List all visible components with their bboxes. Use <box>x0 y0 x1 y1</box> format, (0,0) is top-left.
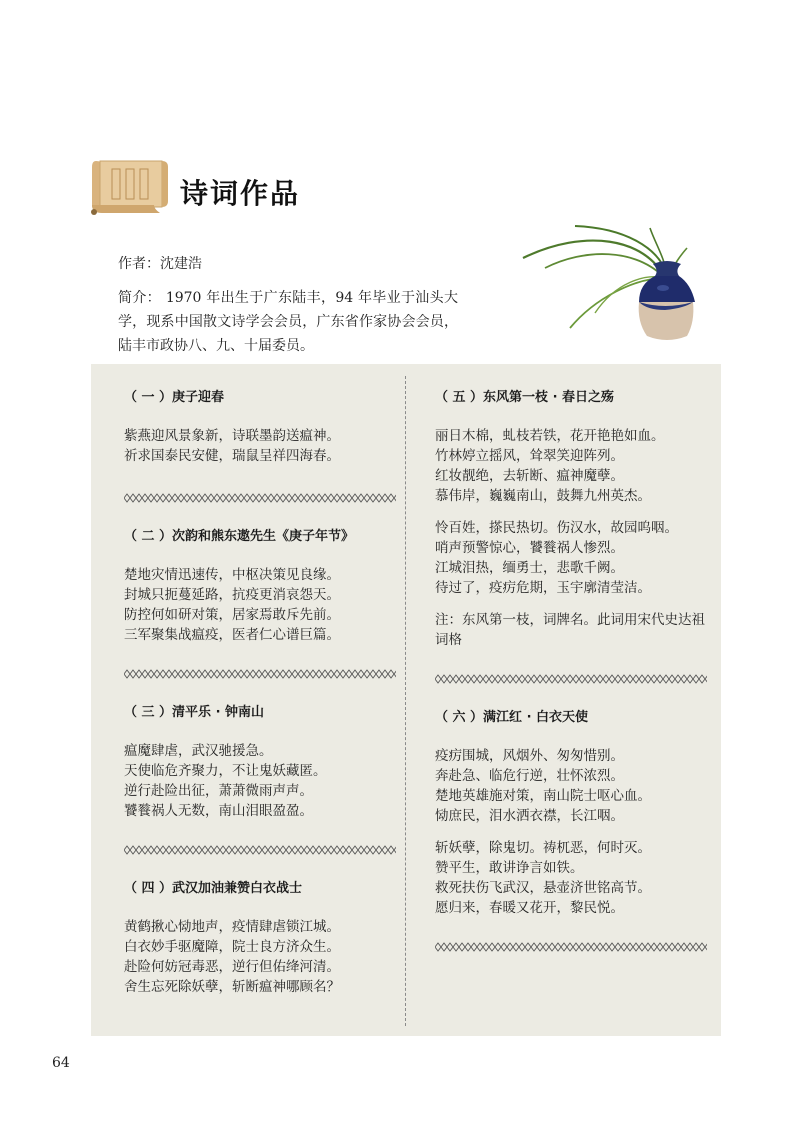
poem-line: 丽日木棉，虬枝若铁，花开艳艳如血。 <box>435 428 665 444</box>
poem-line: 慕伟岸，巍巍南山，鼓舞九州英杰。 <box>435 488 651 504</box>
poem-line: 楚地英雄施对策，南山院士呕心血。 <box>435 788 651 804</box>
poem-line: 白衣妙手驱魔障，院士良方济众生。 <box>124 939 340 955</box>
poem-line: 防控何如研对策，居家焉敢斥先前。 <box>124 607 340 623</box>
poem-line: 三军聚集战瘟疫，医者仁心谱巨篇。 <box>124 627 340 643</box>
diamond-pattern <box>124 845 396 855</box>
diamond-pattern <box>124 493 396 503</box>
poem-title: （ 六 ）满江红 · 白衣天使 <box>435 710 589 725</box>
poem-line: 封城只扼蔓延路，抗疫更消哀怨天。 <box>124 587 340 603</box>
poem <box>124 879 396 997</box>
author-line: 作者：沈建浩 <box>118 256 202 272</box>
poem-line: 哨声预警惊心，饕餮祸人惨烈。 <box>435 540 624 556</box>
diamond-separator <box>435 674 707 684</box>
poem-line: 逆行赴险出征，萧萧微雨声声。 <box>124 783 313 799</box>
poem-body <box>124 426 396 466</box>
poem-line: 赴险何妨冠毒恶，逆行但佑绛河清。 <box>124 959 340 975</box>
poem-title: （ 一 ）庚子迎春 <box>124 390 225 405</box>
poem-line: 瘟魔肆虐，武汉驰援急。 <box>124 743 273 759</box>
poem-line: 饕餮祸人无数，南山泪眼盈盈。 <box>124 803 313 819</box>
poem-line: 舍生忘死除妖孽，斩断瘟神哪顾名？ <box>124 979 340 995</box>
poem-line: 祈求国泰民安健，瑞鼠呈祥四海春。 <box>124 448 340 464</box>
poem-line: 江城泪热，缅勇士，悲歌千阙。 <box>435 560 624 576</box>
poem-line: 竹林婷立摇风，耸翠笑迎阵列。 <box>435 448 624 464</box>
page-number: 64 <box>52 1055 70 1071</box>
poem-line: 楚地灾情迅速传，中枢决策见良缘。 <box>124 567 340 583</box>
poem-body <box>435 426 707 598</box>
poem-title: （ 二 ）次韵和熊东遨先生《庚子年节》 <box>124 529 355 544</box>
diamond-separator <box>124 845 396 855</box>
poem-title: （ 五 ）东风第一枝 · 春日之殇 <box>435 390 615 405</box>
poem-line: 赞平生，敢讲诤言如铁。 <box>435 860 584 876</box>
diamond-separator <box>124 493 396 503</box>
poem-body <box>124 917 396 997</box>
diamond-pattern <box>435 942 707 952</box>
diamond-separator <box>435 942 707 952</box>
poem-note: 注：东风第一枝，词牌名。此词用宋代史达祖词格 <box>435 612 705 648</box>
poem-line: 红妆靓绝，去斩断、瘟神魔孽。 <box>435 468 624 484</box>
author-bio: 简介： 1970 年出生于广东陆丰，94 年毕业于汕头大学，现系中国散文诗学会会员，广东省作家协会会员，陆丰市政协八、九、十届委员。 <box>118 290 458 354</box>
poem-line: 斩妖孽，除鬼切。祷杌恶，何时灭。 <box>435 840 651 856</box>
stanza-gap <box>435 506 707 518</box>
poem <box>435 708 707 918</box>
scroll-icon <box>88 155 170 215</box>
poem-line: 疫疠围城，风烟外、匆匆惜别。 <box>435 748 624 764</box>
diamond-pattern <box>124 669 396 679</box>
poem <box>124 703 396 821</box>
orchid-vase-icon <box>515 218 695 350</box>
poem-line: 怜百姓，搽民热切。伤汉水，故园呜咽。 <box>435 520 678 536</box>
section-title: 诗词作品 <box>180 177 301 210</box>
poem-title: （ 三 ）清平乐 · 钟南山 <box>124 705 265 720</box>
poem-line: 黄鹤揪心恸地声，疫情肆虐锁江城。 <box>124 919 340 935</box>
poem-line: 奔赴急、临危行逆，壮怀浓烈。 <box>435 768 624 784</box>
column-divider <box>405 376 406 1026</box>
poem-body <box>124 741 396 821</box>
diamond-pattern <box>435 674 707 684</box>
poem-body <box>124 565 396 645</box>
stanza-gap <box>435 826 707 838</box>
poem-body <box>435 746 707 918</box>
poem <box>435 388 707 650</box>
poem-line: 救死扶伤飞武汉，悬壶济世铭高节。 <box>435 880 651 896</box>
poems-column-left <box>124 388 396 997</box>
poem <box>124 388 396 466</box>
poem-line: 恸庶民，泪水洒衣襟，长江咽。 <box>435 808 624 824</box>
poem-title: （ 四 ）武汉加油兼赞白衣战士 <box>124 881 303 896</box>
poem <box>124 527 396 645</box>
diamond-separator <box>124 669 396 679</box>
poems-column-right <box>435 388 707 976</box>
poem-line: 待过了，疫疠危期，玉宇廓清莹洁。 <box>435 580 651 596</box>
poem-line: 天使临危齐聚力，不让鬼妖藏匿。 <box>124 763 327 779</box>
poem-line: 愿归来，春暖又花开，黎民悦。 <box>435 900 624 916</box>
poem-line: 紫燕迎风景象新，诗联墨韵送瘟神。 <box>124 428 340 444</box>
